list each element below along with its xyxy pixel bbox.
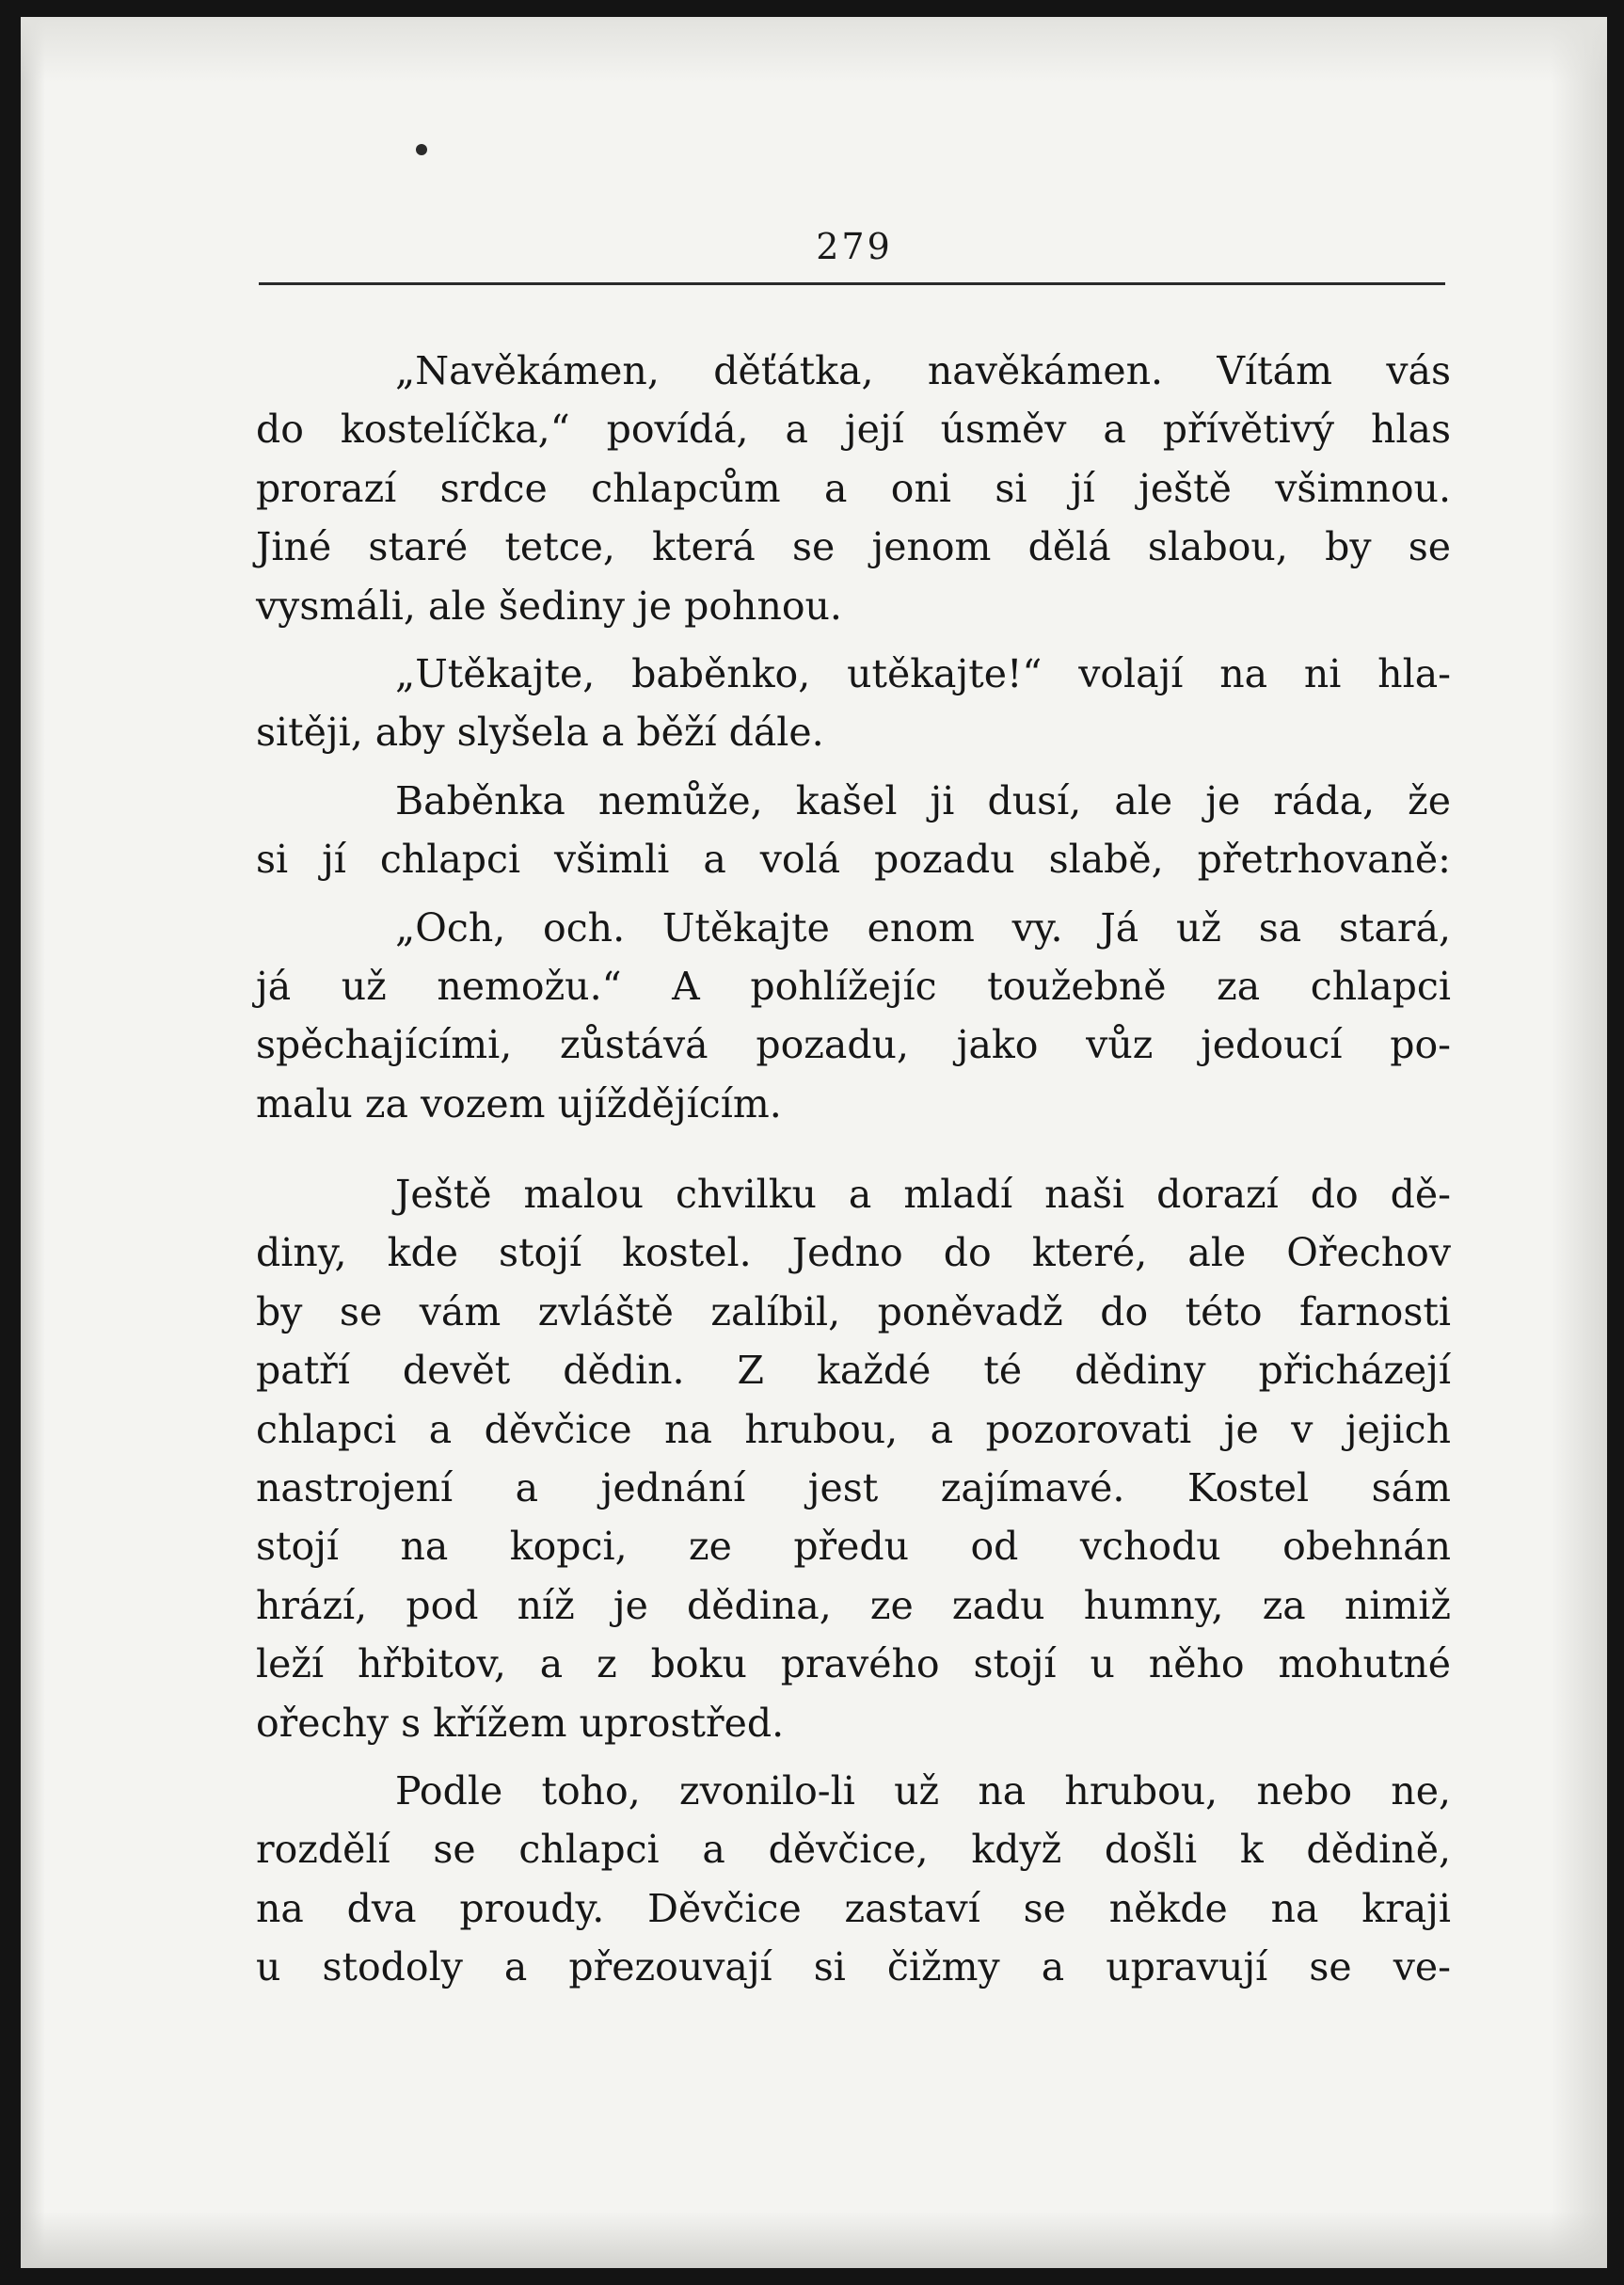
scan-shadow-top [21, 17, 1607, 83]
text-line: „Navěkámen, děťátka, navěkámen. Vítám vás [395, 348, 1451, 393]
text-line: chlapci a děvčice na hrubou, a pozorovati je v jejich [256, 1406, 1451, 1452]
text-line: leží hřbitov, a z boku pravého stojí u něho mohutné [256, 1641, 1451, 1687]
text-line: Jiné staré tetce, která se jenom dělá slabou, by se [256, 524, 1451, 570]
text-line: do kostelíčka,“ povídá, a její úsměv a přívětivý hlas [256, 407, 1451, 453]
text-line: diny, kde stojí kostel. Jedno do které, ale Ořechov [256, 1230, 1451, 1276]
text-line: Podle toho, zvonilo-li už na hrubou, nebo ne, [395, 1767, 1451, 1814]
scan-shadow-bottom [21, 2212, 1607, 2268]
page-number: 279 [816, 226, 893, 267]
book-page [21, 17, 1607, 2268]
text-line: si jí chlapci všimli a volá pozadu slabě, přetrhovaně: [256, 837, 1451, 883]
text-line: Ještě malou chvilku a mladí naši dorazí do dě- [395, 1172, 1451, 1218]
text-line: rozdělí se chlapci a děvčice, když došli k dědině, [256, 1827, 1451, 1873]
text-line: „Utěkajte, baběnko, utěkajte!“ volají na ni hla- [395, 650, 1451, 696]
text-line: by se vám zvláště zalíbil, poněvadž do této farnosti [256, 1288, 1451, 1334]
text-line: ořechy s křížem uprostřed. [256, 1700, 785, 1746]
header-rule [259, 282, 1445, 285]
text-line: já už nemožu.“ A pohlížejíc toužebně za chlapci [256, 963, 1451, 1009]
text-line: nastrojení a jednání jest zajímavé. Kostel sám [256, 1465, 1451, 1511]
text-line: Baběnka nemůže, kašel ji dusí, ale je ráda, že [395, 777, 1451, 823]
text-line: „Och, och. Utěkajte enom vy. Já už sa stará, [395, 904, 1451, 951]
text-line: hrází, pod níž je dědina, ze zadu humny, za nimiž [256, 1582, 1451, 1628]
text-line: stojí na kopci, ze předu od vchodu obehnán [256, 1524, 1451, 1570]
scan-shadow-right [1551, 17, 1607, 2268]
text-line: patří devět dědin. Z každé té dědiny přicházejí [256, 1348, 1451, 1394]
scan-speck [416, 144, 427, 155]
text-line: prorazí srdce chlapcům a oni si jí ještě všimnou. [256, 465, 1451, 511]
body-text [256, 342, 1451, 1997]
text-line: vysmáli, ale šediny je pohnou. [256, 583, 842, 629]
text-line: malu za vozem ujíždějícím. [256, 1080, 782, 1127]
text-line: sitěji, aby slyšela a běží dále. [256, 710, 824, 756]
scan-shadow-left [21, 17, 45, 2268]
text-line: na dva proudy. Děvčice zastaví se někde na kraji [256, 1885, 1451, 1931]
text-line: u stodoly a přezouvají si čižmy a upravují se ve- [256, 1944, 1451, 1990]
text-line: spěchajícími, zůstává pozadu, jako vůz jedoucí po- [256, 1022, 1451, 1068]
